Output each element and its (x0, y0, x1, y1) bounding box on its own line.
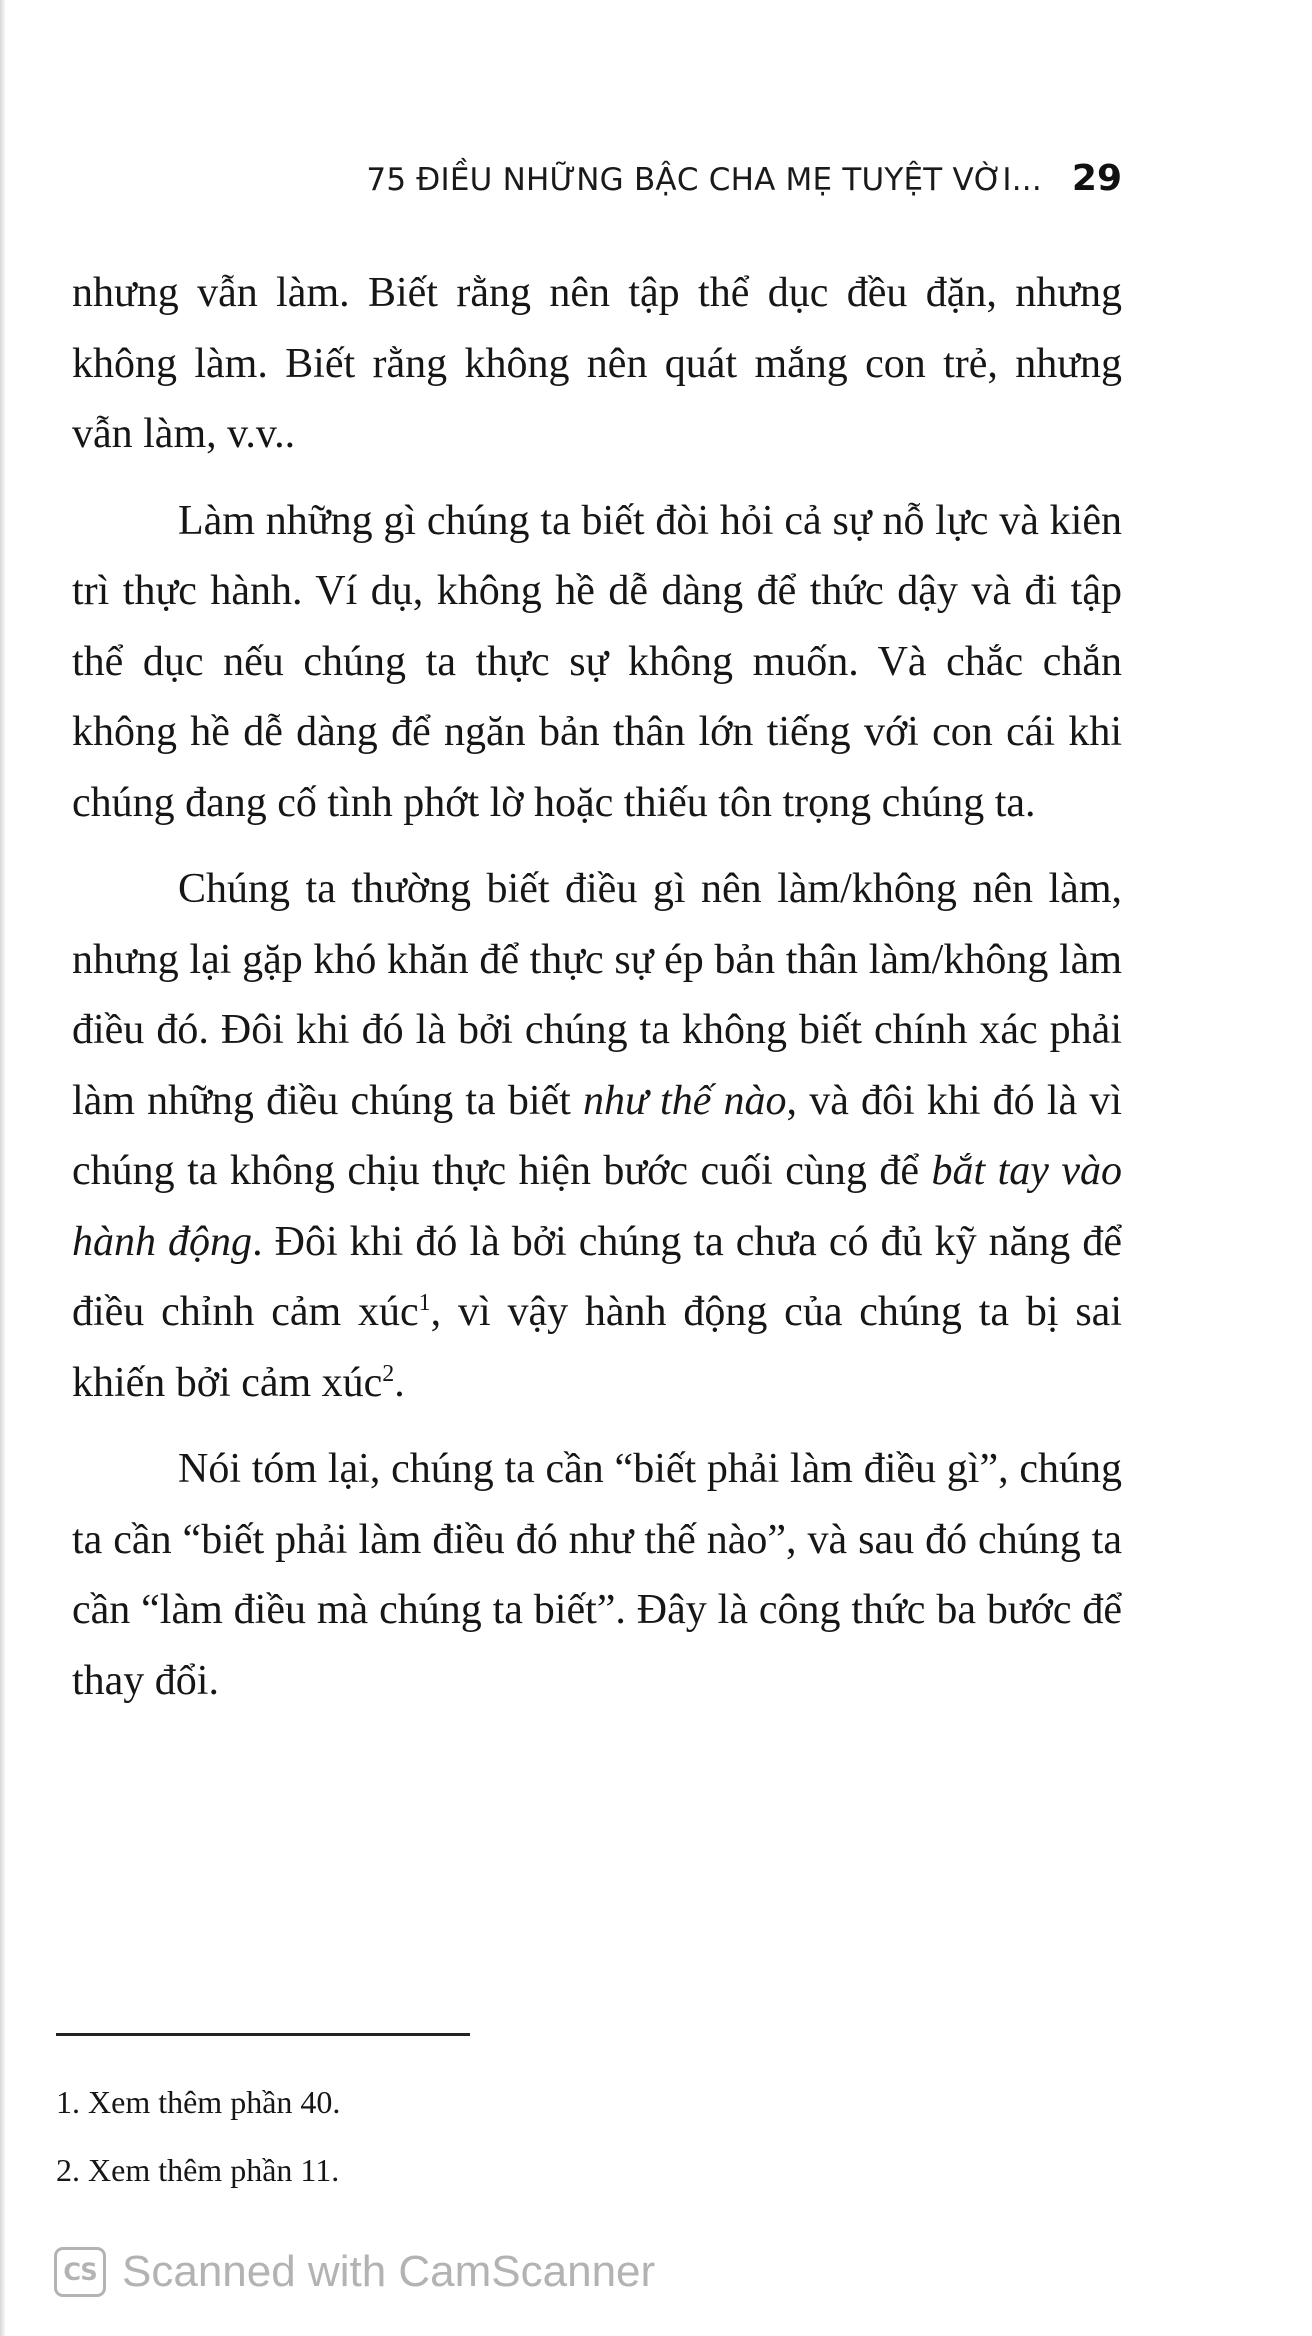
paragraph-3-italic-how: như thế nào (582, 1077, 787, 1124)
footnote-1: 1. Xem thêm phần 40. (56, 2084, 341, 2120)
body-text (72, 258, 1122, 1732)
paragraph-3-text-e: . (394, 1359, 405, 1406)
footnotes (56, 2068, 956, 2204)
footnote-ref-2[interactable]: 2 (382, 1360, 395, 1387)
paragraph-1: nhưng vẫn làm. Biết rằng nên tập thể dục đều đặn, nhưng không làm. Biết rằng không nên quát mắng con trẻ, nhưng vẫn làm, v.v.. (72, 270, 1122, 457)
camscanner-logo-icon: CS (54, 2247, 106, 2297)
footnote-ref-1[interactable]: 1 (418, 1290, 431, 1316)
paragraph-3 (72, 854, 1122, 1418)
paragraph-2: Làm những gì chúng ta biết đòi hỏi cả sự nỗ lực và kiên trì thực hành. Ví dụ, không hề dễ dàng để thức dậy và đi tập thể dục nếu chúng ta thực sự không muốn. Và chắc chắn không hề dễ dàng để ngăn bản thân lớn tiếng với con cái khi chúng đang cố tình phớt lờ hoặc thiếu tôn trọng chúng ta. (72, 497, 1122, 826)
paragraph-3-text-d: , vì vậy hành động của chúng ta bị sai khiến bởi cảm xúc (72, 1289, 1122, 1406)
paragraph-3-italic-action: bắt tay vào hành động (72, 1148, 1122, 1265)
page-edge (0, 0, 6, 2336)
watermark-text: Scanned with CamScanner (122, 2247, 656, 2296)
footnote-2: 2. Xem thêm phần 11. (56, 2152, 340, 2188)
running-header (300, 158, 1122, 218)
header-title: 75 ĐIỀU NHỮNG BẬC CHA MẸ TUYỆT VỜI... (366, 162, 1042, 198)
camscanner-watermark (54, 2242, 655, 2302)
paragraph-4: Nói tóm lại, chúng ta cần “biết phải làm điều gì”, chúng ta cần “biết phải làm điều đó như thế nào”, và sau đó chúng ta cần “làm điều mà chúng ta biết”. Đây là công thức ba bước để thay đổi. (72, 1446, 1122, 1704)
footnote-divider (56, 2033, 470, 2036)
paragraph-3-text-b: , và đôi khi đó là vì chúng ta không chịu thực hiện bước cuối cùng để (72, 1077, 1122, 1194)
page-number: 29 (1071, 158, 1122, 199)
paragraph-3-text-a: Chúng ta thường biết điều gì nên làm/không nên làm, nhưng lại gặp khó khăn để thực sự ép bản thân làm/không làm điều đó. Đôi khi đó là bởi chúng ta không biết chính xác phải làm những điều chúng ta biết (72, 866, 1122, 1124)
paragraph-3-text-c: . Đôi khi đó là bởi chúng ta chưa có đủ kỹ năng để điều chỉnh cảm xúc (72, 1218, 1122, 1335)
